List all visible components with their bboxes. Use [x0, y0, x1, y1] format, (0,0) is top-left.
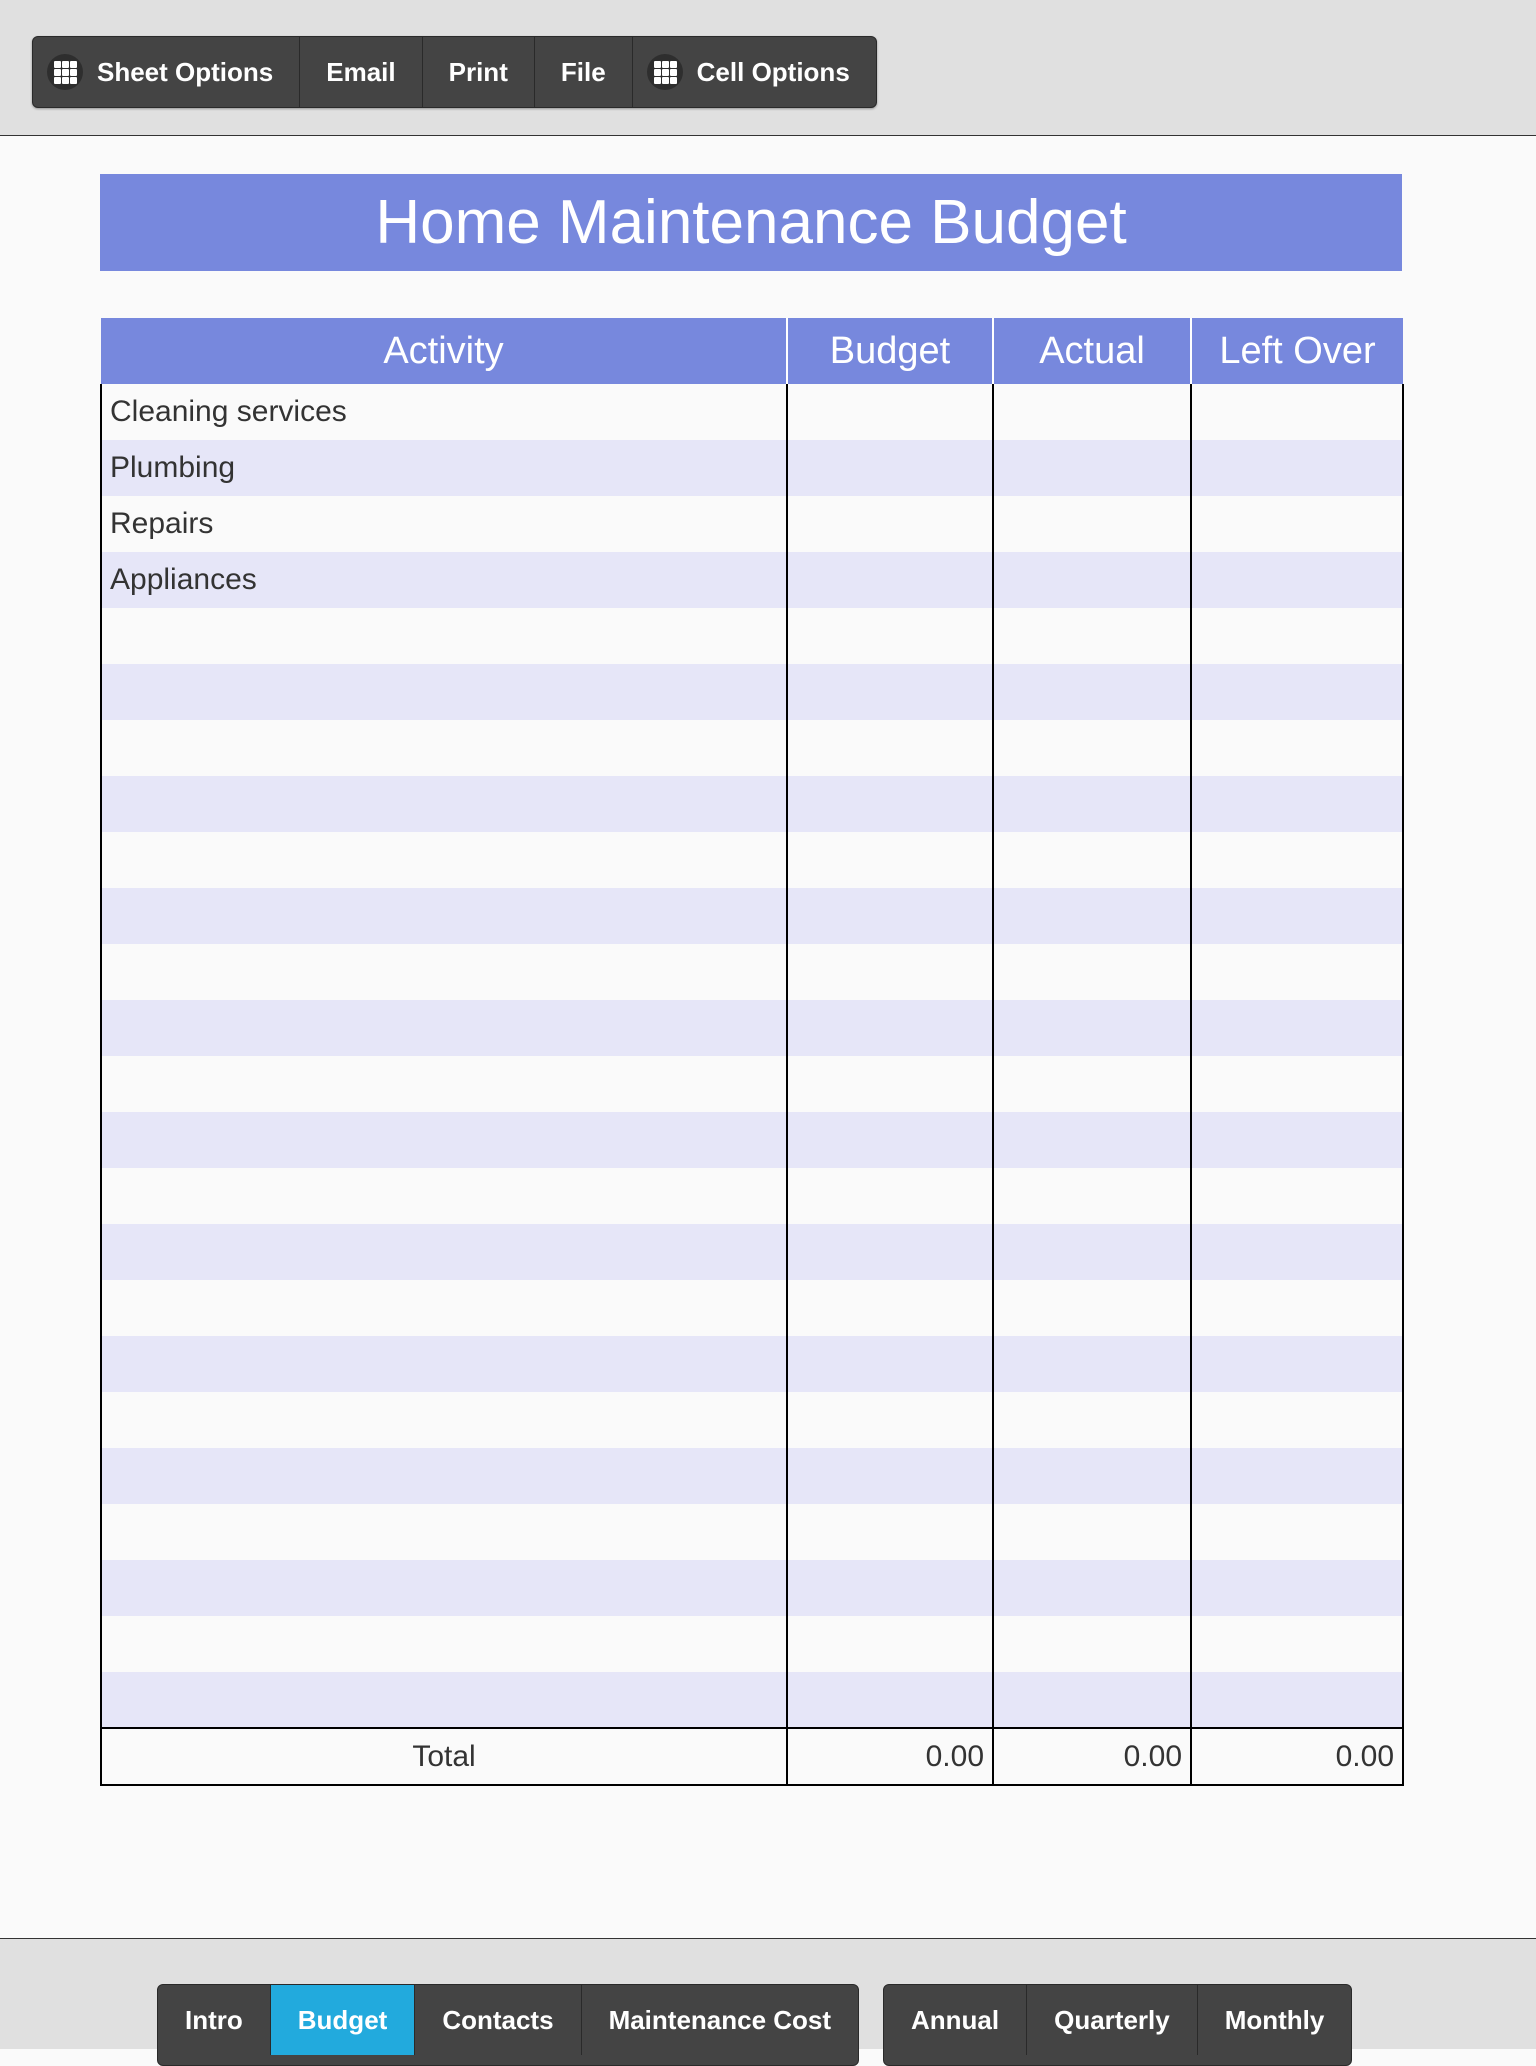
- left-over-cell[interactable]: [1191, 720, 1403, 776]
- table-row: [101, 552, 1403, 608]
- budget-cell[interactable]: [787, 1280, 993, 1336]
- header-budget[interactable]: Budget: [787, 318, 993, 384]
- file-button[interactable]: File: [535, 37, 633, 107]
- budget-cell[interactable]: [787, 440, 993, 496]
- table-row: [101, 1168, 1403, 1224]
- toolbar: [32, 36, 877, 108]
- left-over-cell[interactable]: [1191, 1392, 1403, 1448]
- table-row: [101, 1448, 1403, 1504]
- left-over-cell[interactable]: [1191, 1504, 1403, 1560]
- bottom-tab-area: [0, 1938, 1536, 2049]
- activity-cell[interactable]: [101, 1448, 787, 1504]
- left-over-cell[interactable]: [1191, 1000, 1403, 1056]
- activity-cell[interactable]: [101, 1336, 787, 1392]
- table-row: [101, 720, 1403, 776]
- budget-cell[interactable]: [787, 608, 993, 664]
- actual-cell[interactable]: [993, 1336, 1191, 1392]
- table-row: [101, 1224, 1403, 1280]
- budget-cell[interactable]: [787, 888, 993, 944]
- activity-cell[interactable]: [101, 1672, 787, 1728]
- budget-cell[interactable]: [787, 1560, 993, 1616]
- sheet-options-button[interactable]: [33, 37, 300, 107]
- table-row: [101, 1056, 1403, 1112]
- actual-cell[interactable]: [993, 832, 1191, 888]
- left-over-cell[interactable]: [1191, 552, 1403, 608]
- tab-quarterly[interactable]: Quarterly: [1027, 1985, 1198, 2055]
- actual-cell[interactable]: [993, 496, 1191, 552]
- tab-maintenance-cost[interactable]: Maintenance Cost: [608, 2004, 832, 2035]
- budget-cell[interactable]: [787, 1224, 993, 1280]
- activity-cell[interactable]: [101, 888, 787, 944]
- header-activity[interactable]: Activity: [101, 318, 787, 384]
- left-over-cell[interactable]: [1191, 1112, 1403, 1168]
- total-label: Total: [101, 1728, 787, 1785]
- activity-cell[interactable]: [101, 1280, 787, 1336]
- table-row: [101, 440, 1403, 496]
- activity-cell[interactable]: Cleaning services: [101, 384, 787, 440]
- budget-cell[interactable]: [787, 384, 993, 440]
- actual-cell[interactable]: [993, 1392, 1191, 1448]
- budget-cell[interactable]: [787, 1056, 993, 1112]
- actual-cell[interactable]: [993, 1056, 1191, 1112]
- left-over-cell[interactable]: [1191, 440, 1403, 496]
- activity-cell[interactable]: Appliances: [101, 552, 787, 608]
- table-row: [101, 1560, 1403, 1616]
- cell-options-label: Cell Options: [696, 56, 850, 87]
- grid-icon: [647, 54, 683, 90]
- activity-cell[interactable]: [101, 720, 787, 776]
- left-over-cell[interactable]: [1191, 944, 1403, 1000]
- table-row: [101, 1336, 1403, 1392]
- activity-cell[interactable]: Plumbing: [101, 440, 787, 496]
- left-over-cell[interactable]: [1191, 1336, 1403, 1392]
- actual-cell[interactable]: [993, 720, 1191, 776]
- budget-cell[interactable]: [787, 720, 993, 776]
- activity-cell[interactable]: [101, 1224, 787, 1280]
- actual-cell[interactable]: [993, 384, 1191, 440]
- sheet-options-label: Sheet Options: [97, 56, 274, 87]
- actual-cell[interactable]: [993, 1504, 1191, 1560]
- actual-cell[interactable]: [993, 1168, 1191, 1224]
- budget-cell[interactable]: [787, 1112, 993, 1168]
- left-over-cell[interactable]: [1191, 1560, 1403, 1616]
- table-row: [101, 1112, 1403, 1168]
- table-row: [101, 1392, 1403, 1448]
- actual-cell[interactable]: [993, 1672, 1191, 1728]
- budget-cell[interactable]: [787, 1000, 993, 1056]
- table-row: [101, 1280, 1403, 1336]
- activity-cell[interactable]: [101, 1392, 787, 1448]
- header-left-over[interactable]: Left Over: [1191, 318, 1403, 384]
- table-row: [101, 664, 1403, 720]
- table-row: [101, 888, 1403, 944]
- activity-cell[interactable]: [101, 1056, 787, 1112]
- activity-cell[interactable]: [101, 664, 787, 720]
- table-row: [101, 608, 1403, 664]
- actual-cell[interactable]: [993, 1448, 1191, 1504]
- total-budget[interactable]: 0.00: [787, 1728, 993, 1785]
- left-over-cell[interactable]: [1191, 1672, 1403, 1728]
- left-over-cell[interactable]: [1191, 1616, 1403, 1672]
- tab-annual[interactable]: Annual: [884, 1985, 1027, 2055]
- activity-cell[interactable]: Repairs: [101, 496, 787, 552]
- actual-cell[interactable]: [993, 1560, 1191, 1616]
- table-row: [101, 1616, 1403, 1672]
- total-actual[interactable]: 0.00: [993, 1728, 1191, 1785]
- activity-cell[interactable]: [101, 1000, 787, 1056]
- budget-cell[interactable]: [787, 832, 993, 888]
- activity-cell[interactable]: [101, 776, 787, 832]
- activity-cell[interactable]: [101, 1504, 787, 1560]
- actual-cell[interactable]: [993, 888, 1191, 944]
- actual-cell[interactable]: [993, 1112, 1191, 1168]
- budget-cell[interactable]: [787, 1392, 993, 1448]
- actual-cell[interactable]: [993, 608, 1191, 664]
- left-over-cell[interactable]: [1191, 496, 1403, 552]
- tab-budget[interactable]: Budget: [271, 1985, 416, 2055]
- left-over-cell[interactable]: [1191, 1224, 1403, 1280]
- budget-cell[interactable]: [787, 496, 993, 552]
- budget-cell[interactable]: [787, 1168, 993, 1224]
- sheet-title[interactable]: Home Maintenance Budget: [100, 174, 1402, 271]
- budget-cell[interactable]: [787, 1336, 993, 1392]
- actual-cell[interactable]: [993, 1224, 1191, 1280]
- sheet-tabs: [157, 1984, 859, 2066]
- actual-cell[interactable]: [993, 944, 1191, 1000]
- print-button[interactable]: Print: [423, 37, 535, 107]
- left-over-cell[interactable]: [1191, 664, 1403, 720]
- tab-contacts[interactable]: Contacts: [415, 1985, 581, 2055]
- budget-cell[interactable]: [787, 944, 993, 1000]
- total-left-over[interactable]: 0.00: [1191, 1728, 1403, 1785]
- total-row: [101, 1728, 1403, 1785]
- actual-cell[interactable]: [993, 1280, 1191, 1336]
- actual-cell[interactable]: [993, 664, 1191, 720]
- left-over-cell[interactable]: [1191, 888, 1403, 944]
- left-over-cell[interactable]: [1191, 1280, 1403, 1336]
- grid-icon: [47, 54, 83, 90]
- activity-cell[interactable]: [101, 832, 787, 888]
- table-row: [101, 384, 1403, 440]
- period-tabs: [883, 1984, 1352, 2066]
- left-over-cell[interactable]: [1191, 384, 1403, 440]
- activity-cell[interactable]: [101, 608, 787, 664]
- activity-cell[interactable]: [101, 1168, 787, 1224]
- left-over-cell[interactable]: [1191, 1056, 1403, 1112]
- budget-cell[interactable]: [787, 664, 993, 720]
- tab-monthly[interactable]: Monthly: [1224, 2004, 1325, 2035]
- budget-table: [100, 318, 1404, 1786]
- left-over-cell[interactable]: [1191, 832, 1403, 888]
- table-row: [101, 776, 1403, 832]
- left-over-cell[interactable]: [1191, 1168, 1403, 1224]
- table-row: [101, 944, 1403, 1000]
- email-button[interactable]: Email: [300, 37, 422, 107]
- table-row: [101, 832, 1403, 888]
- actual-cell[interactable]: [993, 776, 1191, 832]
- actual-cell[interactable]: [993, 440, 1191, 496]
- activity-cell[interactable]: [101, 1616, 787, 1672]
- activity-cell[interactable]: [101, 1560, 787, 1616]
- budget-cell[interactable]: [787, 552, 993, 608]
- budget-cell[interactable]: [787, 776, 993, 832]
- actual-cell[interactable]: [993, 1000, 1191, 1056]
- budget-cell[interactable]: [787, 1616, 993, 1672]
- cell-options-button[interactable]: [633, 37, 876, 107]
- actual-cell[interactable]: [993, 1616, 1191, 1672]
- table-row: [101, 1504, 1403, 1560]
- header-actual[interactable]: Actual: [993, 318, 1191, 384]
- top-toolbar-area: [0, 0, 1536, 136]
- table-row: [101, 1672, 1403, 1728]
- header-row: [101, 318, 1403, 384]
- left-over-cell[interactable]: [1191, 1448, 1403, 1504]
- tab-intro[interactable]: Intro: [158, 1985, 271, 2055]
- budget-cell[interactable]: [787, 1504, 993, 1560]
- left-over-cell[interactable]: [1191, 608, 1403, 664]
- table-row: [101, 1000, 1403, 1056]
- actual-cell[interactable]: [993, 552, 1191, 608]
- table-row: [101, 496, 1403, 552]
- left-over-cell[interactable]: [1191, 776, 1403, 832]
- activity-cell[interactable]: [101, 1112, 787, 1168]
- activity-cell[interactable]: [101, 944, 787, 1000]
- budget-cell[interactable]: [787, 1672, 993, 1728]
- budget-cell[interactable]: [787, 1448, 993, 1504]
